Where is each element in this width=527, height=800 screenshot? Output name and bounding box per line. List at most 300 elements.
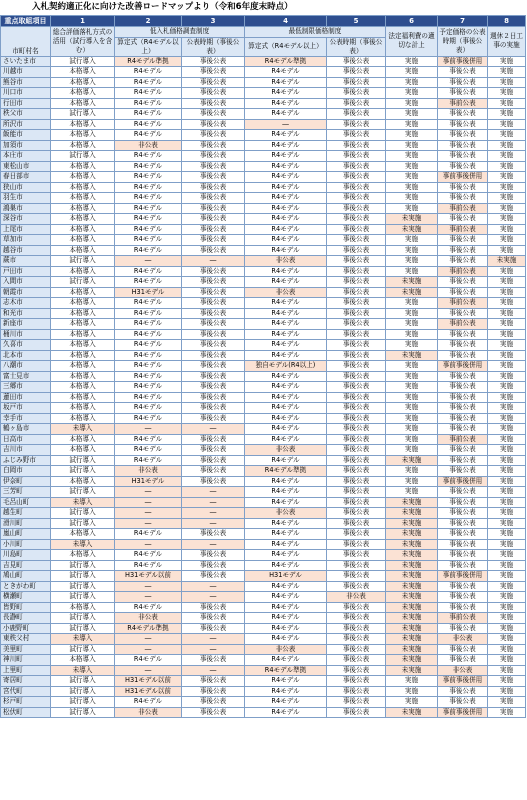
cell-col7: 事後公表 <box>438 497 488 508</box>
cell-col7: 事後公表 <box>438 424 488 435</box>
cell-col5: 事後公表 <box>327 319 386 330</box>
table-row <box>1 298 526 309</box>
cell-col7: 事後公表 <box>438 151 488 162</box>
cell-col5: 事後公表 <box>327 98 386 109</box>
cell-col1: 本格導入 <box>51 413 115 424</box>
cell-col8: 実施 <box>488 560 526 571</box>
cell-col4: R4モデル <box>245 182 327 193</box>
cell-col2: R4モデル <box>115 392 182 403</box>
cell-col6: 未実施 <box>386 277 438 288</box>
cell-col2: R4モデル <box>115 214 182 225</box>
cell-col8: 実施 <box>488 161 526 172</box>
cell-col3: 事後公表 <box>182 434 245 445</box>
cell-col6: 実施 <box>386 340 438 351</box>
municipality-name: 幸手市 <box>1 413 51 424</box>
cell-col4: R4モデル <box>245 298 327 309</box>
cell-col1: 本格導入 <box>51 403 115 414</box>
cell-col8: 実施 <box>488 298 526 309</box>
table-row <box>1 581 526 592</box>
table-row <box>1 151 526 162</box>
cell-col1: 本格導入 <box>51 655 115 666</box>
cell-col5: 事後公表 <box>327 266 386 277</box>
cell-col4: 独自モデル(R4以上) <box>245 361 327 372</box>
cell-col8: 実施 <box>488 245 526 256</box>
cell-col4: R4モデル <box>245 130 327 141</box>
municipality-name: 熊谷市 <box>1 77 51 88</box>
cell-col2: ― <box>115 581 182 592</box>
cell-col5: 事後公表 <box>327 287 386 298</box>
cell-col6: 実施 <box>386 67 438 78</box>
cell-col3: 事後公表 <box>182 67 245 78</box>
table-row <box>1 518 526 529</box>
cell-col6: 実施 <box>386 98 438 109</box>
header-col8: 週休２日工事の実施 <box>488 27 526 57</box>
cell-col6: 未実施 <box>386 581 438 592</box>
municipality-name: 草加市 <box>1 235 51 246</box>
cell-col2: R4モデル <box>115 560 182 571</box>
cell-col1: 試行導入 <box>51 623 115 634</box>
cell-col1: 本格導入 <box>51 392 115 403</box>
cell-col2: R4モデル <box>115 182 182 193</box>
table-row <box>1 56 526 67</box>
cell-col2: R4モデル <box>115 371 182 382</box>
cell-col4: 非公表 <box>245 445 327 456</box>
cell-col2: 非公表 <box>115 466 182 477</box>
cell-col6: 実施 <box>386 371 438 382</box>
municipality-name: 飯能市 <box>1 130 51 141</box>
municipality-name: 日高市 <box>1 434 51 445</box>
cell-col3: 事後公表 <box>182 676 245 687</box>
table-row <box>1 130 526 141</box>
cell-col4: R4モデル <box>245 655 327 666</box>
cell-col2: R4モデル <box>115 455 182 466</box>
cell-col5: 事後公表 <box>327 88 386 99</box>
cell-col5: 事後公表 <box>327 256 386 267</box>
cell-col6: 実施 <box>386 77 438 88</box>
cell-col2: R4モデル <box>115 67 182 78</box>
cell-col7: 事後公表 <box>438 130 488 141</box>
cell-col5: 事後公表 <box>327 424 386 435</box>
cell-col6: 未実施 <box>386 550 438 561</box>
municipality-name: 八潮市 <box>1 361 51 372</box>
table-row <box>1 119 526 130</box>
cell-col5: 事後公表 <box>327 382 386 393</box>
cell-col4: R4モデル <box>245 371 327 382</box>
header-col6: 法定福利費の適切な計上 <box>386 27 438 57</box>
cell-col8: 実施 <box>488 571 526 582</box>
cell-col7: 事後公表 <box>438 518 488 529</box>
municipality-name: 吉川市 <box>1 445 51 456</box>
cell-col5: 事後公表 <box>327 634 386 645</box>
cell-col1: 試行導入 <box>51 455 115 466</box>
cell-col5: 事後公表 <box>327 665 386 676</box>
roadmap-table <box>0 15 526 718</box>
cell-col8: 実施 <box>488 445 526 456</box>
table-row <box>1 613 526 624</box>
cell-col2: R4モデル <box>115 298 182 309</box>
cell-col4: R4モデル準拠 <box>245 665 327 676</box>
cell-col1: 試行導入 <box>51 707 115 718</box>
cell-col4: R4モデル <box>245 497 327 508</box>
cell-col4: R4モデル <box>245 602 327 613</box>
header-low-bid-investigation: 低入札価格調査制度 <box>115 27 245 38</box>
municipality-name: 羽生市 <box>1 193 51 204</box>
municipality-name: 伊奈町 <box>1 476 51 487</box>
cell-col7: 事後公表 <box>438 382 488 393</box>
cell-col6: 未実施 <box>386 613 438 624</box>
cell-col6: 未実施 <box>386 655 438 666</box>
cell-col7: 事後公表 <box>438 161 488 172</box>
cell-col7: 事後公表 <box>438 350 488 361</box>
cell-col5: 事後公表 <box>327 151 386 162</box>
cell-col3: 事後公表 <box>182 172 245 183</box>
cell-col4: R4モデル準拠 <box>245 56 327 67</box>
cell-col4: R4モデル <box>245 67 327 78</box>
cell-col4: R4モデル <box>245 329 327 340</box>
cell-col7: 事後公表 <box>438 214 488 225</box>
cell-col1: 本格導入 <box>51 434 115 445</box>
table-row <box>1 508 526 519</box>
table-row <box>1 361 526 372</box>
cell-col3: 事後公表 <box>182 382 245 393</box>
table-row <box>1 707 526 718</box>
cell-col3: ― <box>182 581 245 592</box>
cell-col6: 未実施 <box>386 287 438 298</box>
cell-col6: 未実施 <box>386 224 438 235</box>
table-row <box>1 350 526 361</box>
cell-col5: 事後公表 <box>327 434 386 445</box>
cell-col4: R4モデル <box>245 340 327 351</box>
cell-col5: 事後公表 <box>327 119 386 130</box>
cell-col2: H31モデル以前 <box>115 686 182 697</box>
cell-col4: R4モデル <box>245 77 327 88</box>
cell-col5: 事後公表 <box>327 371 386 382</box>
cell-col7: 事前事後併用 <box>438 571 488 582</box>
header-col4: 算定式（R4モデル以上） <box>245 37 327 56</box>
cell-col8: 実施 <box>488 67 526 78</box>
cell-col2: R4モデル <box>115 550 182 561</box>
cell-col7: 事前事後併用 <box>438 707 488 718</box>
cell-col6: 実施 <box>386 361 438 372</box>
cell-col8: 実施 <box>488 308 526 319</box>
table-row <box>1 413 526 424</box>
cell-col5: 事後公表 <box>327 172 386 183</box>
cell-col2: ― <box>115 634 182 645</box>
cell-col1: 試行導入 <box>51 571 115 582</box>
table-row <box>1 214 526 225</box>
cell-col5: 事後公表 <box>327 161 386 172</box>
cell-col4: R4モデル <box>245 424 327 435</box>
cell-col5: 事後公表 <box>327 518 386 529</box>
table-row <box>1 245 526 256</box>
cell-col1: 試行導入 <box>51 560 115 571</box>
municipality-name: ふじみ野市 <box>1 455 51 466</box>
table-row <box>1 455 526 466</box>
cell-col8: 実施 <box>488 476 526 487</box>
cell-col5: 事後公表 <box>327 466 386 477</box>
cell-col2: R4モデル <box>115 340 182 351</box>
cell-col1: 本格導入 <box>51 298 115 309</box>
cell-col4: R4モデル <box>245 634 327 645</box>
municipality-name: 北本市 <box>1 350 51 361</box>
municipality-name: 小川町 <box>1 539 51 550</box>
cell-col6: 実施 <box>386 445 438 456</box>
cell-col1: 本格導入 <box>51 119 115 130</box>
cell-col1: 本格導入 <box>51 266 115 277</box>
cell-col4: R4モデル <box>245 581 327 592</box>
table-row <box>1 77 526 88</box>
cell-col7: 事前事後併用 <box>438 172 488 183</box>
municipality-name: 川越市 <box>1 67 51 78</box>
municipality-name: 本庄市 <box>1 151 51 162</box>
table-row <box>1 487 526 498</box>
cell-col5: 事後公表 <box>327 329 386 340</box>
cell-col8: 実施 <box>488 434 526 445</box>
corner-label: 重点取組項目 <box>1 16 51 27</box>
cell-col1: 本格導入 <box>51 319 115 330</box>
cell-col6: 実施 <box>386 403 438 414</box>
cell-col2: R4モデル <box>115 88 182 99</box>
cell-col2: R4モデル <box>115 245 182 256</box>
cell-col3: 事後公表 <box>182 550 245 561</box>
cell-col5: 事後公表 <box>327 707 386 718</box>
cell-col3: 事後公表 <box>182 98 245 109</box>
header-col3: 公表時期（事後公表） <box>182 37 245 56</box>
cell-col3: 事後公表 <box>182 319 245 330</box>
column-number-row <box>1 16 526 27</box>
cell-col1: 未導入 <box>51 424 115 435</box>
cell-col2: ― <box>115 508 182 519</box>
cell-col3: ― <box>182 592 245 603</box>
cell-col5: 事後公表 <box>327 487 386 498</box>
cell-col8: 実施 <box>488 382 526 393</box>
cell-col4: R4モデル <box>245 539 327 550</box>
table-row <box>1 98 526 109</box>
cell-col8: 実施 <box>488 655 526 666</box>
cell-col6: 実施 <box>386 151 438 162</box>
cell-col3: 事後公表 <box>182 151 245 162</box>
cell-col7: 事後公表 <box>438 602 488 613</box>
cell-col8: 実施 <box>488 455 526 466</box>
cell-col3: 事後公表 <box>182 193 245 204</box>
table-row <box>1 602 526 613</box>
cell-col3: ― <box>182 644 245 655</box>
cell-col4: R4モデル準拠 <box>245 466 327 477</box>
table-row <box>1 539 526 550</box>
municipality-name: ときがわ町 <box>1 581 51 592</box>
cell-col1: 本格導入 <box>51 172 115 183</box>
cell-col4: R4モデル <box>245 319 327 330</box>
cell-col6: 実施 <box>386 676 438 687</box>
cell-col3: 事後公表 <box>182 413 245 424</box>
table-row <box>1 382 526 393</box>
cell-col3: 事後公表 <box>182 308 245 319</box>
cell-col3: 事後公表 <box>182 88 245 99</box>
cell-col8: 実施 <box>488 56 526 67</box>
cell-col1: 未導入 <box>51 634 115 645</box>
cell-col3: 事後公表 <box>182 613 245 624</box>
cell-col2: R4モデル <box>115 235 182 246</box>
cell-col2: R4モデル <box>115 361 182 372</box>
cell-col3: ― <box>182 487 245 498</box>
cell-col5: 事後公表 <box>327 224 386 235</box>
cell-col1: 試行導入 <box>51 56 115 67</box>
cell-col4: R4モデル <box>245 392 327 403</box>
cell-col1: 試行導入 <box>51 151 115 162</box>
cell-col5: 事後公表 <box>327 508 386 519</box>
cell-col6: 実施 <box>386 266 438 277</box>
cell-col6: 未実施 <box>386 602 438 613</box>
cell-col7: 事前事後併用 <box>438 361 488 372</box>
cell-col5: 事後公表 <box>327 350 386 361</box>
cell-col6: 未実施 <box>386 623 438 634</box>
cell-col8: 実施 <box>488 529 526 540</box>
cell-col2: ― <box>115 644 182 655</box>
cell-col2: R4モデル <box>115 413 182 424</box>
cell-col3: 事後公表 <box>182 109 245 120</box>
cell-col1: 試行導入 <box>51 487 115 498</box>
table-row <box>1 655 526 666</box>
cell-col4: R4モデル <box>245 560 327 571</box>
cell-col3: 事後公表 <box>182 571 245 582</box>
cell-col6: 実施 <box>386 245 438 256</box>
municipality-name: 蓮田市 <box>1 392 51 403</box>
table-row <box>1 424 526 435</box>
cell-col5: 非公表 <box>327 592 386 603</box>
cell-col5: 事後公表 <box>327 413 386 424</box>
municipality-name: 新座市 <box>1 319 51 330</box>
cell-col7: 事後公表 <box>438 413 488 424</box>
cell-col3: 事後公表 <box>182 655 245 666</box>
cell-col6: 未実施 <box>386 592 438 603</box>
cell-col2: R4モデル <box>115 697 182 708</box>
cell-col6: 未実施 <box>386 539 438 550</box>
cell-col4: R4モデル <box>245 686 327 697</box>
table-row <box>1 634 526 645</box>
table-row <box>1 592 526 603</box>
cell-col7: 事前公表 <box>438 319 488 330</box>
municipality-name: 滑川町 <box>1 518 51 529</box>
cell-col6: 未実施 <box>386 518 438 529</box>
cell-col4: R4モデル <box>245 476 327 487</box>
cell-col8: 実施 <box>488 634 526 645</box>
table-row <box>1 88 526 99</box>
cell-col8: 実施 <box>488 602 526 613</box>
cell-col6: 実施 <box>386 413 438 424</box>
cell-col4: R4モデル <box>245 203 327 214</box>
cell-col4: R4モデル <box>245 308 327 319</box>
cell-col5: 事後公表 <box>327 77 386 88</box>
municipality-name: 越谷市 <box>1 245 51 256</box>
col-number-5: 5 <box>327 16 386 27</box>
cell-col6: 実施 <box>386 119 438 130</box>
cell-col7: 事後公表 <box>438 455 488 466</box>
municipality-name: 上尾市 <box>1 224 51 235</box>
cell-col8: 実施 <box>488 686 526 697</box>
cell-col2: H31モデル以前 <box>115 676 182 687</box>
cell-col7: 事後公表 <box>438 655 488 666</box>
cell-col3: 事後公表 <box>182 287 245 298</box>
cell-col7: 非公表 <box>438 665 488 676</box>
cell-col4: R4モデル <box>245 592 327 603</box>
cell-col5: 事後公表 <box>327 109 386 120</box>
table-row <box>1 203 526 214</box>
cell-col1: 本格導入 <box>51 361 115 372</box>
cell-col7: 事後公表 <box>438 193 488 204</box>
cell-col7: 事後公表 <box>438 109 488 120</box>
cell-col7: 事後公表 <box>438 697 488 708</box>
header-col1: 総合評価落札方式の活用（試行導入を含む） <box>51 27 115 57</box>
cell-col1: 本格導入 <box>51 203 115 214</box>
cell-col7: 事後公表 <box>438 308 488 319</box>
cell-col3: 事後公表 <box>182 245 245 256</box>
cell-col3: 事後公表 <box>182 371 245 382</box>
cell-col2: R4モデル <box>115 98 182 109</box>
cell-col4: R4モデル <box>245 403 327 414</box>
municipality-name: 毛呂山町 <box>1 497 51 508</box>
cell-col4: R4モデル <box>245 235 327 246</box>
table-row <box>1 697 526 708</box>
header-col5: 公表時期（事後公表） <box>327 37 386 56</box>
cell-col8: 実施 <box>488 130 526 141</box>
cell-col3: 事後公表 <box>182 707 245 718</box>
cell-col6: 実施 <box>386 130 438 141</box>
cell-col1: 本格導入 <box>51 287 115 298</box>
cell-col6: 実施 <box>386 140 438 151</box>
cell-col6: 未実施 <box>386 571 438 582</box>
cell-col1: 試行導入 <box>51 592 115 603</box>
cell-col4: R4モデル <box>245 140 327 151</box>
cell-col7: 事前事後併用 <box>438 476 488 487</box>
cell-col2: R4モデル <box>115 151 182 162</box>
table-row <box>1 466 526 477</box>
municipality-name: 和光市 <box>1 308 51 319</box>
cell-col2: R4モデル <box>115 403 182 414</box>
cell-col3: ― <box>182 497 245 508</box>
municipality-name: 吉見町 <box>1 560 51 571</box>
cell-col5: 事後公表 <box>327 445 386 456</box>
cell-col3: 事後公表 <box>182 182 245 193</box>
cell-col1: 本格導入 <box>51 214 115 225</box>
cell-col7: 事後公表 <box>438 245 488 256</box>
cell-col6: 未実施 <box>386 350 438 361</box>
cell-col5: 事後公表 <box>327 697 386 708</box>
municipality-name: 久喜市 <box>1 340 51 351</box>
cell-col5: 事後公表 <box>327 686 386 697</box>
cell-col6: 実施 <box>386 392 438 403</box>
municipality-name: 桶川市 <box>1 329 51 340</box>
cell-col6: 未実施 <box>386 214 438 225</box>
municipality-name: 東秩父村 <box>1 634 51 645</box>
municipality-name: 松伏町 <box>1 707 51 718</box>
cell-col7: 事後公表 <box>438 277 488 288</box>
cell-col6: 実施 <box>386 686 438 697</box>
cell-col4: R4モデル <box>245 518 327 529</box>
municipality-name: 美里町 <box>1 644 51 655</box>
municipality-name: 越生町 <box>1 508 51 519</box>
cell-col5: 事後公表 <box>327 539 386 550</box>
cell-col5: 事後公表 <box>327 623 386 634</box>
cell-col8: 実施 <box>488 539 526 550</box>
cell-col7: 事前事後併用 <box>438 676 488 687</box>
cell-col2: R4モデル <box>115 382 182 393</box>
table-row <box>1 67 526 78</box>
cell-col4: R4モデル <box>245 434 327 445</box>
table-row <box>1 623 526 634</box>
cell-col7: 事後公表 <box>438 550 488 561</box>
cell-col3: 事後公表 <box>182 350 245 361</box>
municipality-name: 春日部市 <box>1 172 51 183</box>
